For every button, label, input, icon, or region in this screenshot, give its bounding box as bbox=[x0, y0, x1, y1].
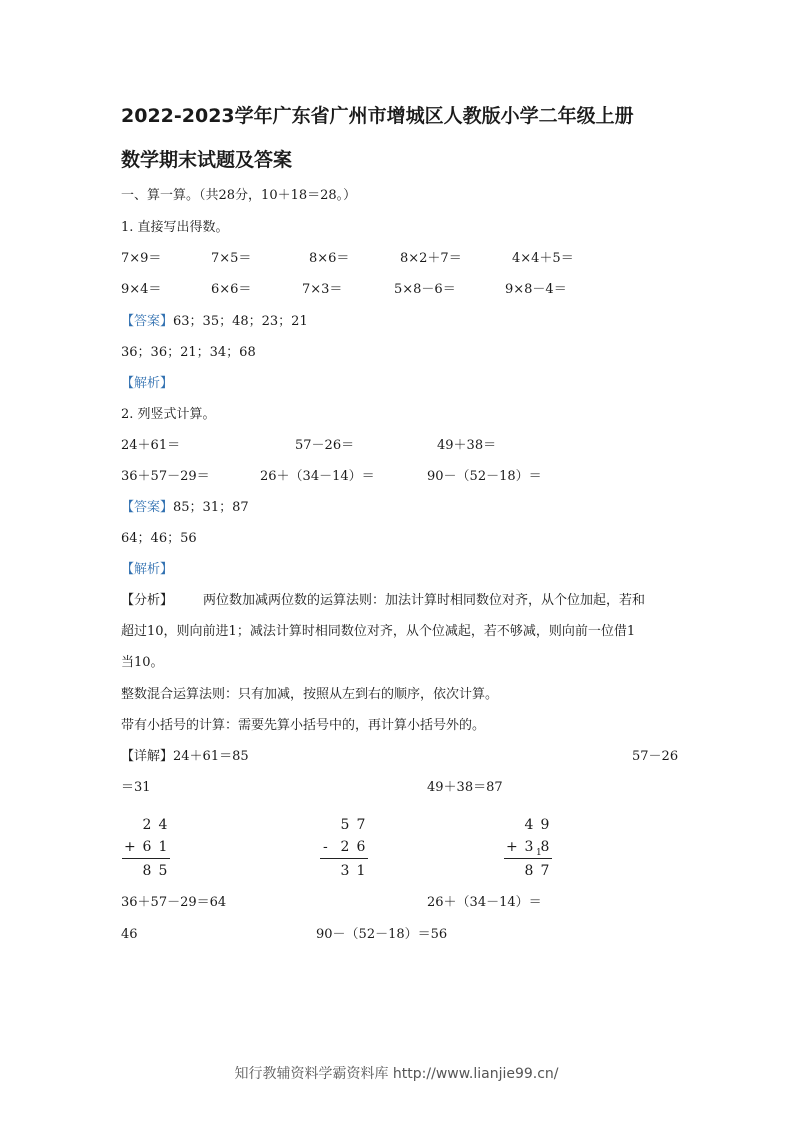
fenxi-line: 超过10，则向前进1；减法计算时相同数位对齐，从个位减起，若不够减，则向前一位借1 bbox=[121, 624, 636, 639]
q1-row2-item: 7×3＝ bbox=[302, 282, 343, 297]
q1-analysis-tag: 【解析】 bbox=[121, 376, 174, 391]
q2-row2-item: 36＋57－29＝ bbox=[121, 469, 210, 484]
q1-row1-item: 4×4＋5＝ bbox=[512, 251, 574, 266]
digit: 1 bbox=[158, 839, 168, 855]
answer-text: 85；31；87 bbox=[173, 500, 249, 515]
q2-row1-item: 24＋61＝ bbox=[121, 438, 181, 453]
q2-analysis-tag: 【解析】 bbox=[121, 562, 174, 577]
detail-eq: 49＋38＝87 bbox=[427, 780, 503, 795]
q1-row2-item: 6×6＝ bbox=[211, 282, 252, 297]
digit: 8 bbox=[540, 839, 550, 855]
q1-answer bbox=[121, 314, 308, 330]
answer-tag: 【答案】 bbox=[121, 314, 174, 329]
detail-eq: 46 bbox=[121, 927, 138, 942]
q2-answer bbox=[121, 500, 249, 516]
q2-row2-item: 26＋（34－14）＝ bbox=[260, 469, 375, 484]
detail-tag: 【详解】 bbox=[121, 749, 174, 764]
vertical-calc bbox=[320, 815, 368, 881]
operator: + bbox=[506, 839, 518, 855]
fenxi-line: 两位数加减两位数的运算法则：加法计算时相同数位对齐，从个位加起，若和 bbox=[203, 593, 646, 608]
q1-answer-line2: 36；36；21；34；68 bbox=[121, 345, 256, 360]
q2-row2-item: 90－（52－18）＝ bbox=[427, 469, 542, 484]
digit: 4 bbox=[524, 817, 534, 833]
detail-eq: 26＋（34－14）＝ bbox=[427, 895, 542, 910]
digit: 4 bbox=[158, 817, 168, 833]
answer-text: 63；35；48；23；21 bbox=[173, 314, 308, 329]
q1-row2-item: 5×8－6＝ bbox=[394, 282, 456, 297]
digit: 3 bbox=[340, 863, 350, 879]
digit: 5 bbox=[340, 817, 350, 833]
detail-eq: 57－26 bbox=[632, 749, 679, 764]
detail-eq: 90－（52－18）＝56 bbox=[316, 927, 448, 942]
q1-row2-item: 9×4＝ bbox=[121, 282, 162, 297]
digit: 9 bbox=[540, 817, 550, 833]
answer-tag: 【答案】 bbox=[121, 500, 174, 515]
operator: - bbox=[323, 839, 328, 855]
digit: 8 bbox=[142, 863, 152, 879]
q2-label: 2. 列竖式计算。 bbox=[121, 407, 216, 422]
sum-line bbox=[504, 858, 552, 859]
digit: 3 bbox=[524, 839, 534, 855]
doc-title-line1: 2022-2023学年广东省广州市增城区人教版小学二年级上册 bbox=[121, 105, 634, 127]
q1-row1-item: 8×6＝ bbox=[309, 251, 350, 266]
digit: 5 bbox=[158, 863, 168, 879]
digit: 1 bbox=[356, 863, 366, 879]
fenxi-line: 当10。 bbox=[121, 655, 164, 670]
q1-label: 1. 直接写出得数。 bbox=[121, 220, 229, 235]
q1-row1-item: 7×5＝ bbox=[211, 251, 252, 266]
q1-row2-item: 9×8－4＝ bbox=[505, 282, 567, 297]
detail-eq: ＝31 bbox=[121, 780, 151, 795]
fenxi-tag: 【分析】 bbox=[121, 593, 174, 608]
digit: 7 bbox=[540, 863, 550, 879]
q2-row1-item: 57－26＝ bbox=[295, 438, 355, 453]
footer-watermark: 知行教辅资料学霸资料库 http://www.lianjie99.cn/ bbox=[234, 1066, 559, 1082]
digit: 7 bbox=[356, 817, 366, 833]
operator: + bbox=[124, 839, 136, 855]
digit: 2 bbox=[142, 817, 152, 833]
digit: 6 bbox=[142, 839, 152, 855]
detail-eq: 36＋57－29＝64 bbox=[121, 895, 227, 910]
detail-line bbox=[121, 749, 249, 765]
detail-eq: 24＋61＝85 bbox=[173, 749, 249, 764]
rule-parentheses: 带有小括号的计算：需要先算小括号中的，再计算小括号外的。 bbox=[121, 718, 486, 733]
q2-row1-item: 49＋38＝ bbox=[437, 438, 497, 453]
digit: 6 bbox=[356, 839, 366, 855]
carry-digit: 1 bbox=[536, 848, 542, 858]
rule-mixed-ops: 整数混合运算法则：只有加减，按照从左到右的顺序，依次计算。 bbox=[121, 687, 499, 702]
sum-line bbox=[122, 858, 170, 859]
vertical-calc bbox=[504, 815, 552, 881]
q2-answer-line2: 64；46；56 bbox=[121, 531, 197, 546]
digit: 8 bbox=[524, 863, 534, 879]
section-heading: 一、算一算。（共28分，10＋18＝28。） bbox=[121, 188, 357, 203]
q1-row1-item: 7×9＝ bbox=[121, 251, 162, 266]
doc-title-line2: 数学期末试题及答案 bbox=[121, 149, 293, 171]
digit: 2 bbox=[340, 839, 350, 855]
difference-line bbox=[320, 858, 368, 859]
vertical-calc bbox=[122, 815, 170, 881]
q1-row1-item: 8×2＋7＝ bbox=[400, 251, 462, 266]
